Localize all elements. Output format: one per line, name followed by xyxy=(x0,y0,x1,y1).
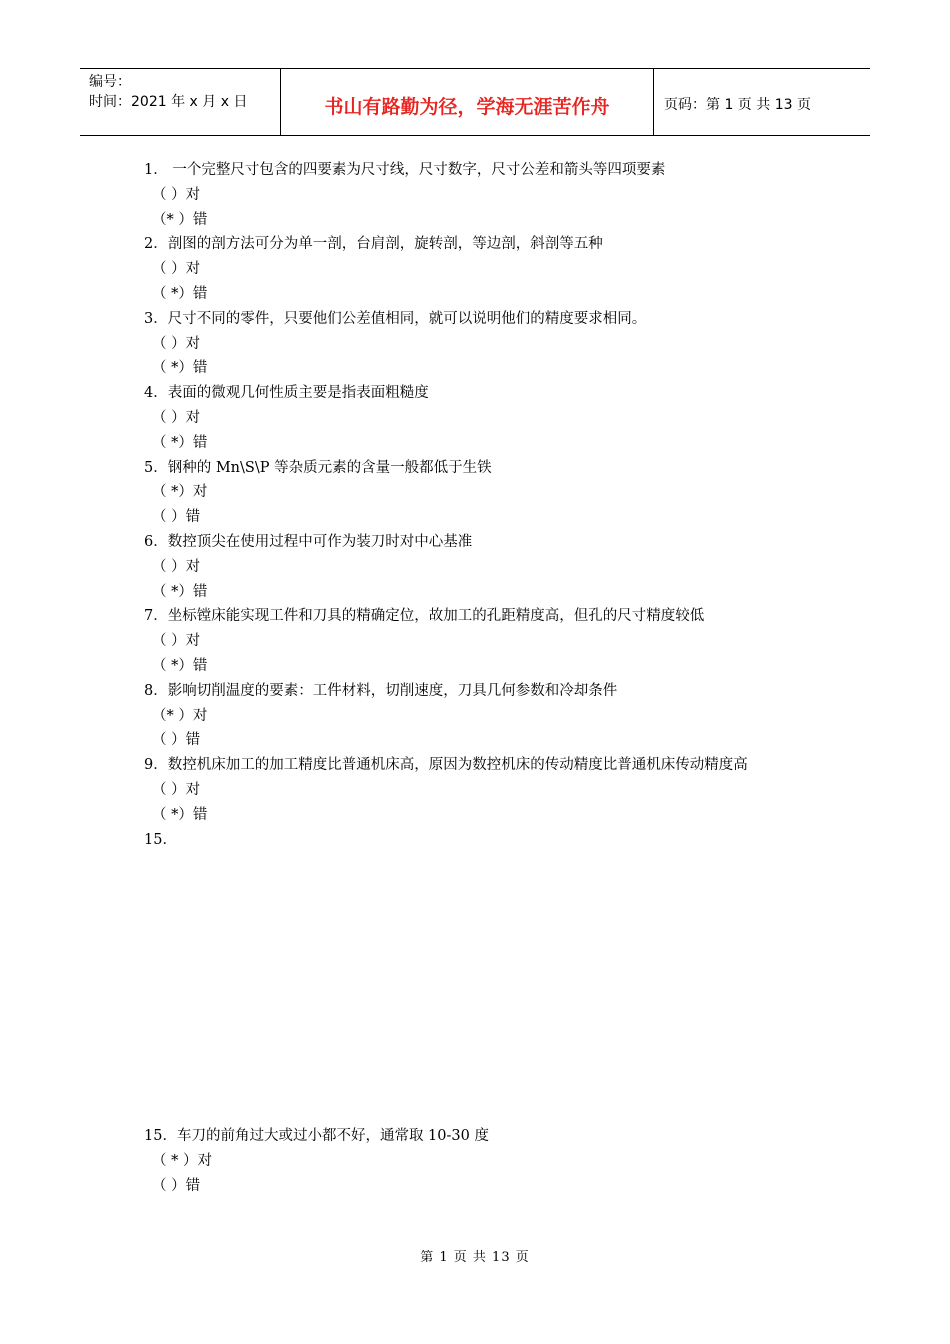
header-motto: 书山有路勤为径，学海无涯苦作舟 xyxy=(280,69,654,135)
header-page-number: 页码：第 1 页 共 13 页 xyxy=(664,97,811,113)
question-5 xyxy=(144,456,824,530)
question-4 xyxy=(144,381,824,455)
option-true: （ ）对 xyxy=(152,409,201,426)
question-text: 6．数控顶尖在使用过程中可作为装刀时对中心基准 xyxy=(144,533,473,550)
page-footer: 第 1 页 共 13 页 xyxy=(420,1250,530,1265)
question-text: 15．车刀的前角过大或过小都不好，通常取 10-30 度 xyxy=(144,1128,489,1145)
question-list xyxy=(144,158,824,1199)
question-15-stub: 15． xyxy=(144,831,177,848)
option-false: （ *）错 xyxy=(152,360,208,377)
option-false: （ ）错 xyxy=(152,509,201,526)
option-false: （ ）错 xyxy=(152,732,201,749)
question-text: 5．钢种的 Mn\S\P 等杂质元素的含量一般都低于生铁 xyxy=(144,459,492,476)
option-false: （* ）错 xyxy=(152,211,208,228)
question-text: 2．剖图的剖方法可分为单一剖，台肩剖，旋转剖，等边剖，斜剖等五种 xyxy=(144,236,603,253)
option-true: （ *）对 xyxy=(152,484,208,501)
header-meta xyxy=(80,69,280,135)
blank-space xyxy=(144,852,824,1124)
option-true: （* ）对 xyxy=(152,707,208,724)
option-true: （ * ）对 xyxy=(152,1153,212,1170)
question-7 xyxy=(144,604,824,678)
question-8 xyxy=(144,679,824,753)
option-true: （ ）对 xyxy=(152,633,201,650)
option-false: （ *）错 xyxy=(152,583,208,600)
option-true: （ ）对 xyxy=(152,781,201,798)
question-1 xyxy=(144,158,824,232)
question-text: 7．坐标镗床能实现工件和刀具的精确定位，故加工的孔距精度高，但孔的尺寸精度较低 xyxy=(144,608,705,625)
question-15 xyxy=(144,1124,824,1198)
option-true: （ ）对 xyxy=(152,558,201,575)
option-false: （ *）错 xyxy=(152,434,208,451)
page-header xyxy=(80,68,870,136)
option-false: （ *）错 xyxy=(152,285,208,302)
document-code: 编号： xyxy=(89,74,131,90)
question-6 xyxy=(144,530,824,604)
option-false: （ *）错 xyxy=(152,657,208,674)
question-text: 3．尺寸不同的零件，只要他们公差值相同，就可以说明他们的精度要求相同。 xyxy=(144,310,647,327)
option-true: （ ）对 xyxy=(152,261,201,278)
question-2 xyxy=(144,232,824,306)
option-false: （ *）错 xyxy=(152,806,208,823)
document-date: 时间：2021 年 x 月 x 日 xyxy=(89,94,248,110)
question-9 xyxy=(144,753,824,827)
option-false: （ ）错 xyxy=(152,1177,201,1194)
question-text: 4．表面的微观几何性质主要是指表面粗糙度 xyxy=(144,385,429,402)
question-text: 8．影响切削温度的要素：工件材料，切削速度，刀具几何参数和冷却条件 xyxy=(144,682,618,699)
option-true: （ ）对 xyxy=(152,335,201,352)
question-text: 1． 一个完整尺寸包含的四要素为尺寸线，尺寸数字，尺寸公差和箭头等四项要素 xyxy=(144,162,666,178)
question-text: 9．数控机床加工的加工精度比普通机床高，原因为数控机床的传动精度比普通机床传动精度高 xyxy=(144,757,748,774)
option-true: （ ）对 xyxy=(152,186,201,203)
question-3 xyxy=(144,307,824,381)
